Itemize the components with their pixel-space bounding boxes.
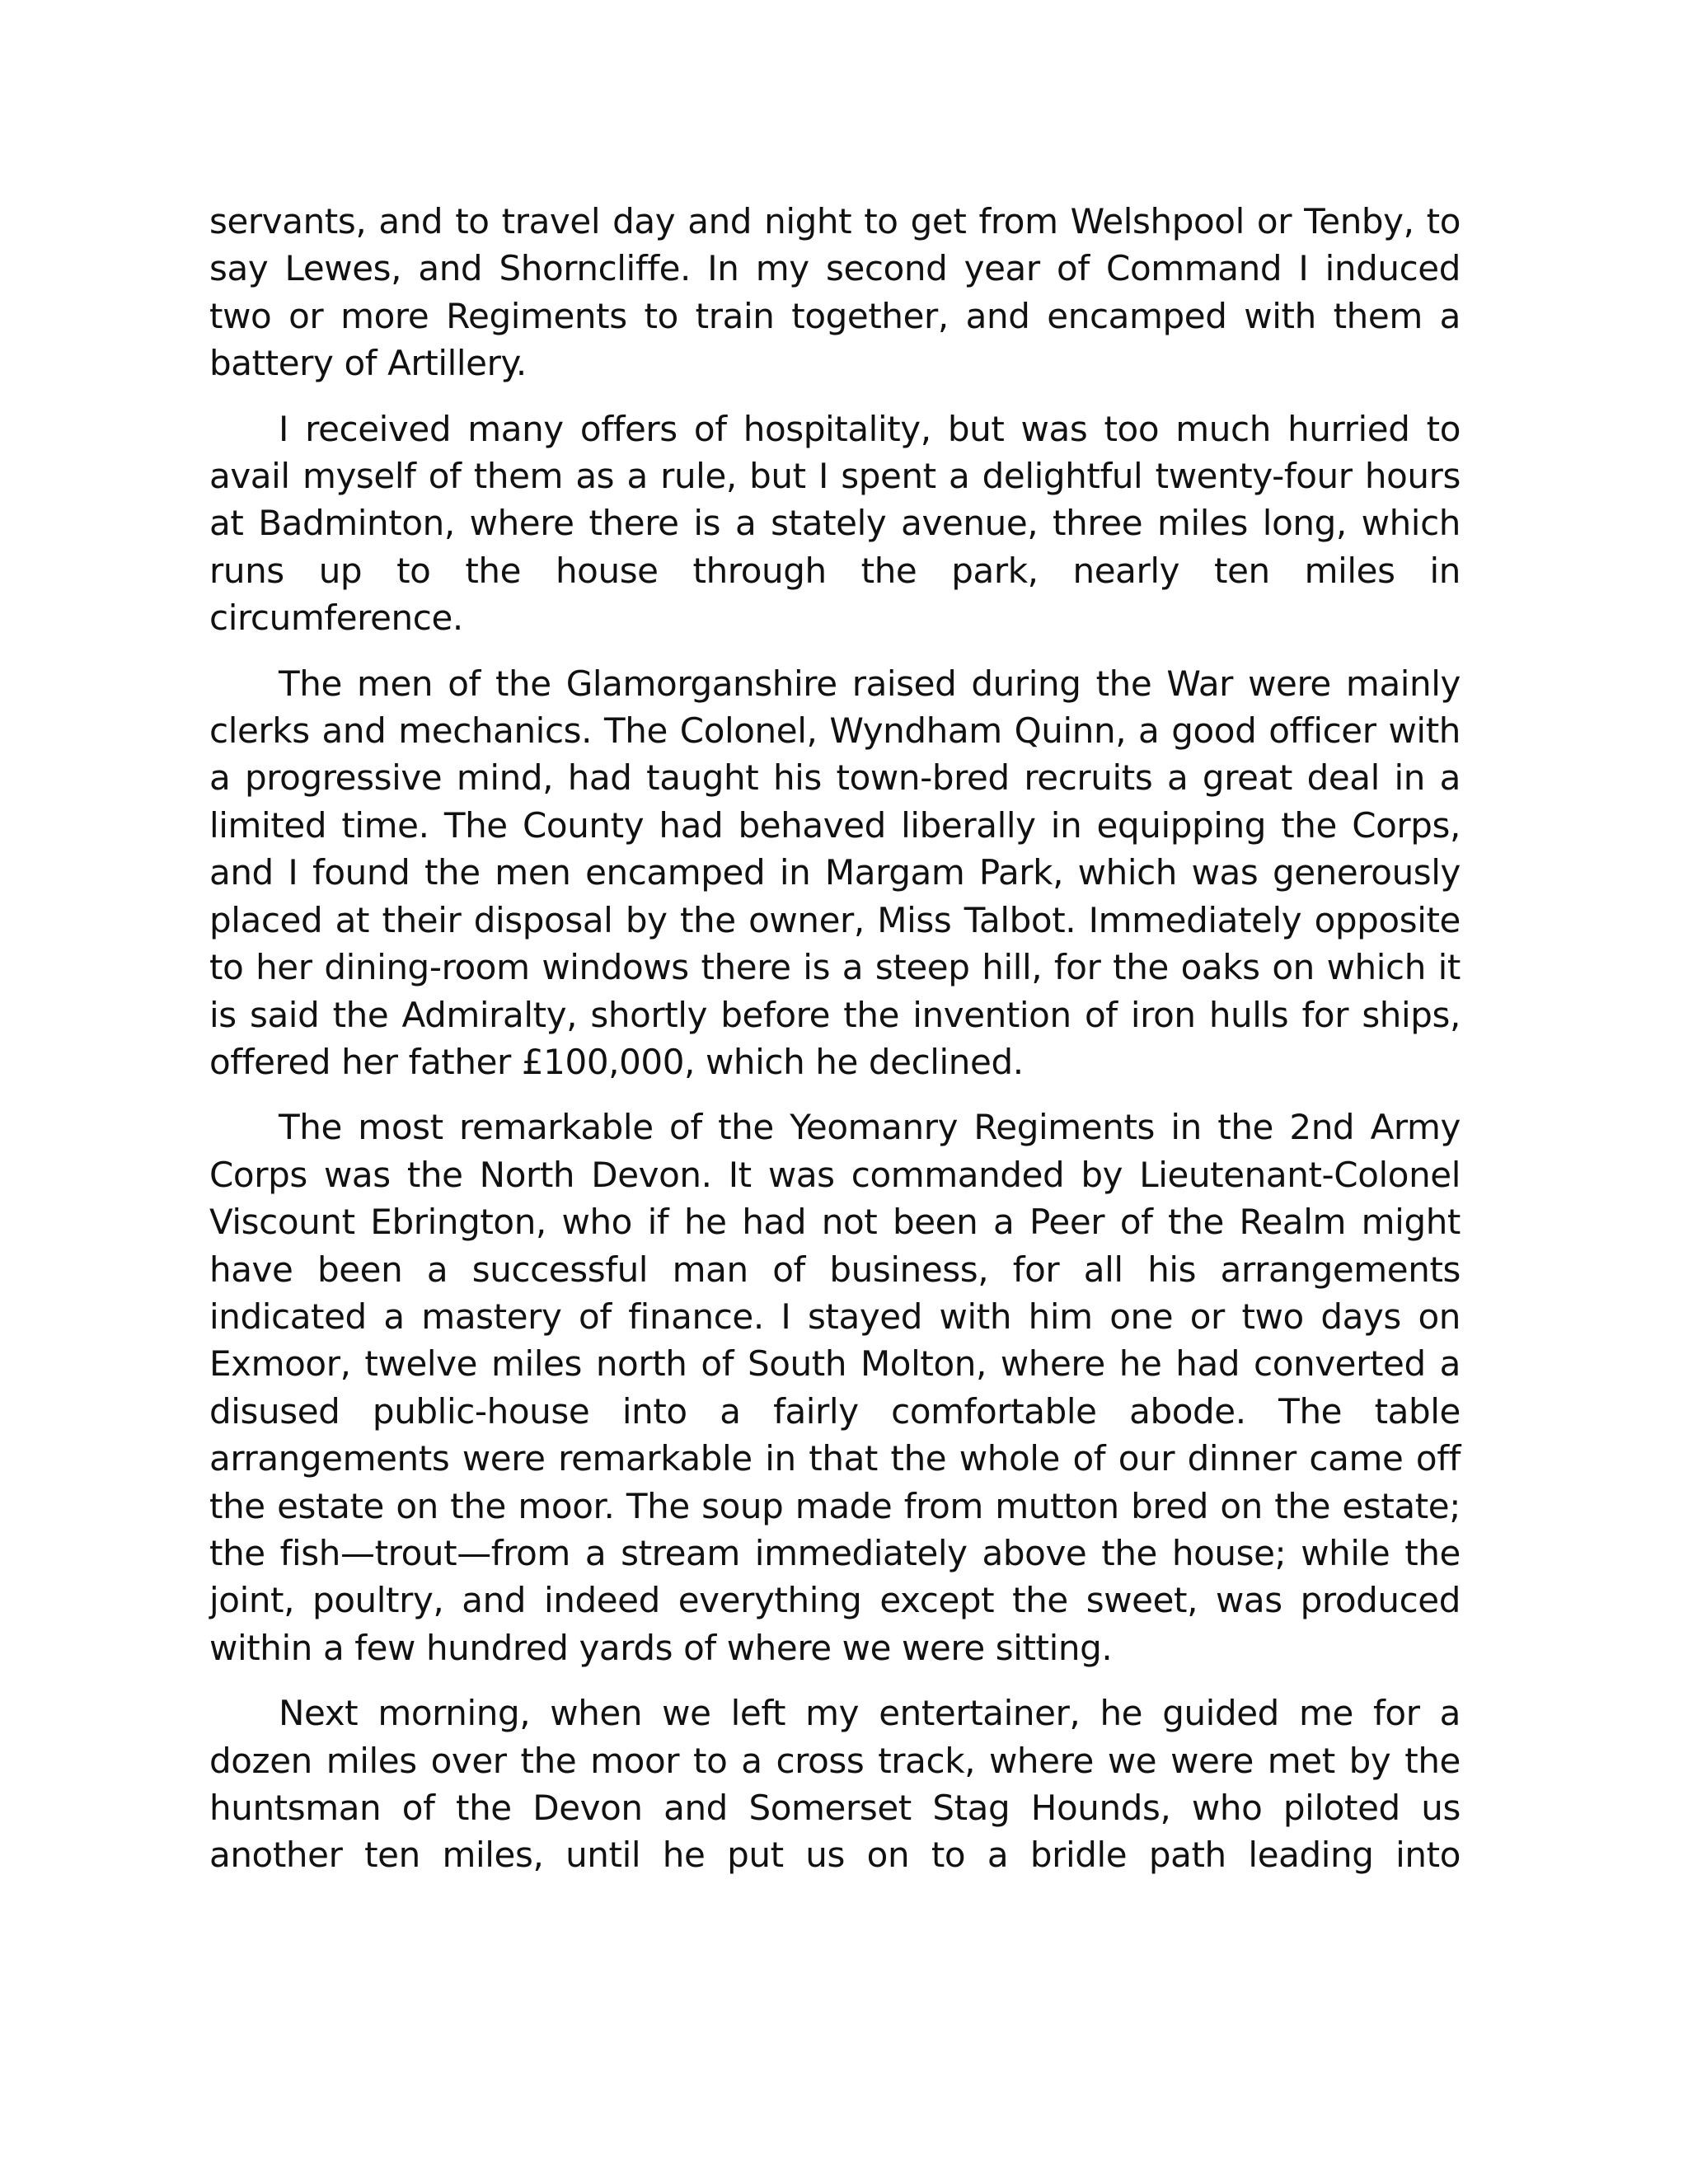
paragraph-hospitality: I received many offers of hospitality, but was too much hurried to avail myself of them as a rule, but I spent a delightful twenty-four hours at Badminton, where there is a stately avenue, three miles long, which runs up to the house through the park, nearly ten miles in circumference. bbox=[209, 408, 1461, 639]
body-text bbox=[209, 198, 1461, 1897]
paragraph-glamorganshire: The men of the Glamorganshire raised during the War were mainly clerks and mechanics. The Colonel, Wyndham Quinn, a good officer with a progressive mind, had taught his town-bred recruits a great deal in a limited time. The County had behaved liberally in equipping the Corps, and I found the men encamped in Margam Park, which was generously placed at their disposal by the owner, Miss Talbot. Immediately opposite to her dining-room windows there is a steep hill, for the oaks on which it is said the Admiralty, shortly before the invention of iron hulls for ships, offered her father £100,000, which he declined. bbox=[209, 663, 1461, 1082]
paragraph-north-devon: The most remarkable of the Yeomanry Regiments in the 2nd Army Corps was the North Devon. It was commanded by Lieutenant-Colonel Viscount Ebrington, who if he had not been a Peer of the Realm might have been a successful man of business, for all his arrangements indicated a mastery of finance. I stayed with him one or two days on Exmoor, twelve miles north of South Molton, where he had converted a disused public-house into a fairly comfortable abode. The table arrangements were remarkable in that the whole of our dinner came off the estate on the moor. The soup made from mutton bred on the estate; the fish—trout—from a stream immediately above the house; while the joint, poultry, and indeed everything except the sweet, was produced within a few hundred yards of where we were sitting. bbox=[209, 1107, 1461, 1668]
paragraph-continuation: servants, and to travel day and night to get from Welshpool or Tenby, to say Lewes, and Shorncliffe. In my second year of Command I induced two or more Regiments to train together, and encamped with them a battery of Artillery. bbox=[209, 201, 1461, 384]
paragraph-next-morning: Next morning, when we left my entertainer, he guided me for a dozen miles over the moor to a cross track, where we were met by the huntsman of the Devon and Somerset Stag Hounds, who piloted us another ten miles, until he put us on to a bridle path leading into bbox=[209, 1693, 1461, 1876]
